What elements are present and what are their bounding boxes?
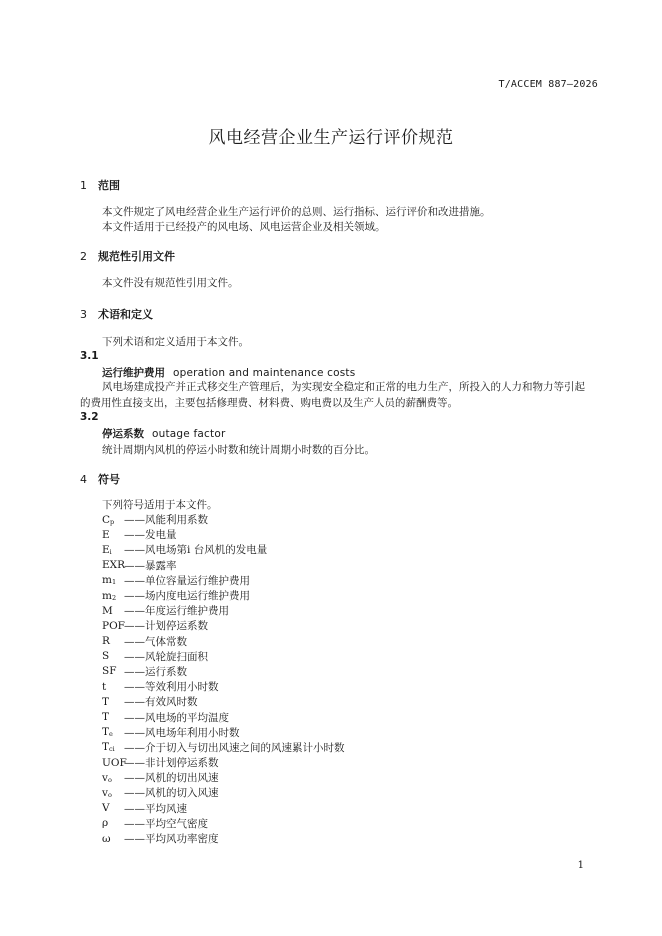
symbol-base: v: [102, 771, 108, 784]
symbol-row: [102, 558, 345, 573]
symbol-base: ρ: [102, 817, 109, 830]
symbol: [102, 620, 124, 632]
symbol: [102, 817, 124, 829]
symbol: [102, 741, 124, 753]
symbol-description: ——年度运行维护费用: [124, 605, 229, 618]
symbol-row: [102, 588, 345, 603]
section-4-intro: 下列符号适用于本文件。: [102, 499, 218, 511]
section-2-heading: [80, 248, 175, 264]
document-title: 风电经营企业生产运行评价规范: [208, 128, 454, 148]
symbol-base: T: [102, 726, 110, 739]
symbol-base: C: [102, 513, 111, 526]
symbol-base: S: [102, 650, 110, 663]
section-4-heading: [80, 471, 120, 487]
symbol-description: ——等效利用小时数: [124, 681, 219, 694]
section-number: 4: [80, 473, 87, 486]
symbol: [102, 529, 124, 541]
symbol-description: ——风机的切出风速: [124, 772, 219, 785]
symbol-base: t: [102, 680, 107, 693]
symbol-row: [102, 755, 345, 770]
symbol-subscript: 1: [111, 578, 117, 587]
symbol-subscript: 2: [111, 593, 117, 602]
symbol-row: [102, 709, 345, 724]
symbol-base: POF: [102, 619, 125, 632]
symbol-description: ——有效风时数: [124, 696, 198, 709]
symbol-base: T: [102, 741, 110, 754]
page-number: 1: [577, 860, 584, 871]
symbol: [102, 772, 124, 784]
symbol-base: SF: [102, 665, 117, 678]
symbol-base: T: [102, 711, 110, 724]
symbol-base: E: [102, 528, 110, 541]
symbol-row: [102, 785, 345, 800]
symbol-description: ——非计划停运系数: [124, 757, 219, 770]
term-3-1: [102, 365, 355, 380]
symbol-subscript: e: [109, 730, 113, 739]
section-number: 2: [80, 250, 87, 263]
symbol-base: ω: [102, 832, 111, 845]
section-2-paragraph-1: 本文件没有规范性引用文件。: [102, 277, 239, 289]
symbol-base: m: [102, 574, 112, 587]
symbol: [102, 665, 124, 677]
symbol: [102, 681, 124, 693]
symbol-row: [102, 740, 345, 755]
symbol-row: [102, 816, 345, 831]
symbol: [102, 635, 124, 647]
section-1-paragraph-2: 本文件适用于已经投产的风电场、风电运营企业及相关领域。: [102, 221, 386, 233]
symbol-row: [102, 679, 345, 694]
symbol: [102, 756, 127, 769]
symbol: [102, 650, 124, 662]
symbol-description: ——运行系数: [124, 665, 187, 678]
symbol: [102, 514, 124, 526]
term-en: operation and maintenance costs: [173, 367, 356, 379]
symbol-description: ——风电场的平均温度: [124, 711, 229, 724]
term-zh: 运行维护费用: [102, 367, 165, 379]
symbol-base: R: [102, 635, 110, 648]
term-3-2-definition: 统计周期内风机的停运小时数和统计周期小时数的百分比。: [102, 444, 375, 456]
standard-code: T/ACCEM 887—2026: [498, 79, 598, 90]
symbol-base: E: [102, 543, 110, 556]
symbol-row: [102, 694, 345, 709]
symbol: [102, 787, 124, 799]
symbol-subscript: i: [109, 547, 112, 556]
symbol-description: ——场内度电运行维护费用: [124, 590, 250, 603]
section-title: 符号: [98, 473, 120, 486]
clause-3-1-number: 3.1: [80, 350, 99, 362]
section-1-heading: [80, 177, 120, 193]
symbol: [102, 544, 124, 556]
symbol: [102, 726, 124, 738]
section-1-paragraph-1: 本文件规定了风电经营企业生产运行评价的总则、运行指标、运行评价和改进措施。: [102, 206, 491, 218]
symbol-description: ——介于切入与切出风速之间的风速累计小时数: [124, 741, 345, 754]
symbol-subscript: p: [110, 517, 115, 526]
symbol: [102, 802, 124, 814]
symbol: [102, 574, 124, 586]
symbol-description: ——风轮旋扫面积: [124, 650, 208, 663]
section-number: 3: [80, 308, 87, 321]
clause-3-2-number: 3.2: [80, 411, 99, 423]
symbol-base: T: [102, 695, 110, 708]
symbol-description: ——单位容量运行维护费用: [124, 574, 250, 587]
symbol-subscript: o: [107, 775, 112, 784]
symbol-description: ——气体常数: [124, 635, 187, 648]
term-zh: 停运系数: [102, 428, 144, 440]
symbol-base: EXR: [102, 559, 126, 572]
term-3-1-definition: 风电场建成投产并正式移交生产管理后，为实现安全稳定和正常的电力生产，所投入的人力和物力等引起的费用性直接支出，主要包括修理费、材料费、购电费以及生产人员的薪酬费等。: [80, 381, 585, 409]
section-title: 规范性引用文件: [98, 250, 175, 263]
symbol-row: [102, 512, 345, 527]
symbol-description: ——发电量: [124, 529, 177, 542]
symbol-row: [102, 664, 345, 679]
symbol-description: ——计划停运系数: [124, 620, 208, 633]
symbol-row: [102, 801, 345, 816]
symbol: [102, 590, 124, 602]
symbol-row: [102, 770, 345, 785]
section-number: 1: [80, 179, 87, 192]
symbol-base: UOF: [102, 756, 127, 769]
symbol-base: m: [102, 589, 112, 602]
symbol-row: [102, 573, 345, 588]
symbol-row: [102, 725, 345, 740]
symbol-description: ——风机的切入风速: [124, 787, 219, 800]
symbol-description: ——平均风功率密度: [124, 833, 219, 846]
term-3-2: [102, 426, 225, 441]
symbol-description: ——平均风速: [124, 802, 187, 815]
symbol-row: [102, 649, 345, 664]
symbol-description: ——风电场第i 台风机的发电量: [124, 544, 268, 557]
symbol: [102, 696, 124, 708]
section-3-intro: 下列术语和定义适用于本文件。: [102, 336, 249, 348]
symbol-row: [102, 603, 345, 618]
section-3-heading: [80, 306, 153, 322]
section-title: 术语和定义: [98, 308, 153, 321]
symbol-row: [102, 527, 345, 542]
symbol: [102, 833, 124, 845]
symbol: [102, 559, 124, 571]
symbol-list: [102, 512, 345, 846]
section-title: 范围: [98, 179, 120, 192]
term-en: outage factor: [152, 428, 226, 440]
symbol-subscript: o: [107, 790, 112, 799]
symbol: [102, 711, 124, 723]
symbol-row: [102, 831, 345, 846]
symbol-description: ——平均空气密度: [124, 817, 208, 830]
symbol-row: [102, 618, 345, 633]
symbol-description: ——暴露率: [124, 559, 177, 572]
symbol-row: [102, 542, 345, 557]
symbol-subscript: ci: [109, 745, 115, 754]
symbol-description: ——风电场年利用小时数: [124, 726, 240, 739]
symbol-base: M: [102, 604, 113, 617]
symbol-base: V: [102, 802, 110, 815]
symbol-row: [102, 634, 345, 649]
symbol-description: ——风能利用系数: [124, 514, 208, 527]
symbol-base: v: [102, 786, 108, 799]
symbol: [102, 605, 124, 617]
